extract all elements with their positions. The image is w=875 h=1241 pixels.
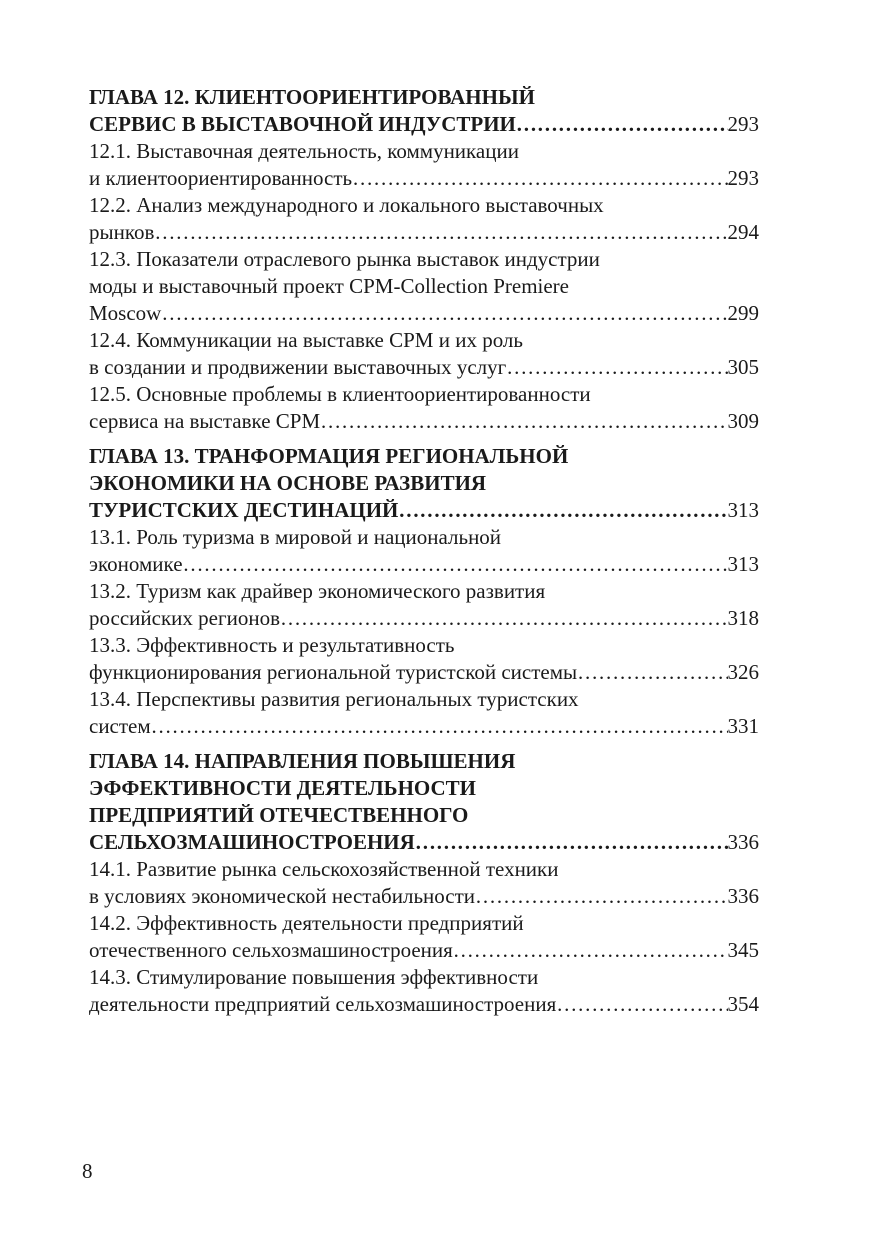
page-ref: 299	[727, 301, 759, 325]
page-ref: 293	[727, 166, 759, 190]
toc-entry: 12.2. Анализ международного и локального выставочных рынков ……………………………………………………………………………………………………………………………………………… 294	[89, 192, 759, 246]
toc-entry: 13.2. Туризм как драйвер экономического развития российских регионов ……………………………………………………………………………………………………………………………………………… 318	[89, 578, 759, 632]
chapter-title-last-line: ТУРИСТСКИХ ДЕСТИНАЦИЙ ……………………………………………………………………………………………………………………………………………… 313	[89, 497, 759, 524]
chapter-title-last-line: СЕЛЬХОЗМАШИНОСТРОЕНИЯ ……………………………………………………………………………………………………………………………………………… 336	[89, 829, 759, 856]
chapter-12	[89, 84, 759, 435]
page-ref: 345	[727, 938, 759, 962]
page-ref: 331	[727, 714, 759, 738]
toc-entry: 14.2. Эффективность деятельности предприятий отечественного сельхозмашиностроения ……………………………………………………………………………………………………………………………………………… 345	[89, 910, 759, 964]
toc-entry: 13.4. Перспективы развития региональных туристских систем ……………………………………………………………………………………………………………………………………………… 331	[89, 686, 759, 740]
toc-entry: 13.3. Эффективность и результативность функционирования региональной туристской системы ……………………………………………………………………………………………………………………………………………… 326	[89, 632, 759, 686]
page-ref: 293	[727, 112, 759, 136]
page-ref: 294	[727, 220, 759, 244]
page-ref: 309	[727, 409, 759, 433]
page-ref: 326	[727, 660, 759, 684]
toc-entry: 13.1. Роль туризма в мировой и национальной экономике ……………………………………………………………………………………………………………………………………………… 313	[89, 524, 759, 578]
toc-entry: 14.1. Развитие рынка сельскохозяйственной техники в условиях экономической нестабильности ……………………………………………………………………………………………………………………………………………… 336	[89, 856, 759, 910]
page-ref: 318	[727, 606, 759, 630]
chapter-title-line: ЭКОНОМИКИ НА ОСНОВЕ РАЗВИТИЯ	[89, 471, 487, 495]
chapter-14	[89, 748, 759, 1018]
chapter-title-line: ГЛАВА 13. ТРАНФОРМАЦИЯ РЕГИОНАЛЬНОЙ	[89, 444, 569, 468]
page-number: 8	[82, 1159, 93, 1183]
toc-entry: 14.3. Стимулирование повышения эффективности деятельности предприятий сельхозмашиностроения ……………………………………………………………………………………………………………………………………………… 354	[89, 964, 759, 1018]
page-ref: 336	[727, 884, 759, 908]
toc-entry: 12.4. Коммуникации на выставке CPM и их роль в создании и продвижении выставочных услуг ……………………………………………………………………………………………………………………………………………… 305	[89, 327, 759, 381]
page-ref: 313	[727, 498, 759, 522]
chapter-title-line: ПРЕДПРИЯТИЙ ОТЕЧЕСТВЕННОГО	[89, 803, 469, 827]
page-ref: 313	[727, 552, 759, 576]
chapter-13	[89, 443, 759, 740]
toc-entry: 12.5. Основные проблемы в клиентоориентированности сервиса на выставке CPM ……………………………………………………………………………………………………………………………………………… 309	[89, 381, 759, 435]
toc-entry: 12.3. Показатели отраслевого рынка выставок индустрии моды и выставочный проект CPM-Collection Premiere Moscow ……………………………………………………………………………………………………………………………………………… 299	[89, 246, 759, 327]
table-of-contents	[89, 84, 759, 1018]
chapter-title-line: ГЛАВА 14. НАПРАВЛЕНИЯ ПОВЫШЕНИЯ	[89, 749, 516, 773]
chapter-title-last-line: СЕРВИС В ВЫСТАВОЧНОЙ ИНДУСТРИИ ……………………………………………………………………………………………………………………………………………… 293	[89, 111, 759, 138]
chapter-title-line: ГЛАВА 12. КЛИЕНТООРИЕНТИРОВАННЫЙ	[89, 85, 535, 109]
chapter-title-line: ЭФФЕКТИВНОСТИ ДЕЯТЕЛЬНОСТИ	[89, 776, 477, 800]
toc-entry: 12.1. Выставочная деятельность, коммуникации и клиентоориентированность ……………………………………………………………………………………………………………………………………………… 293	[89, 138, 759, 192]
page-ref: 305	[727, 355, 759, 379]
page-ref: 354	[727, 992, 759, 1016]
page-ref: 336	[727, 830, 759, 854]
